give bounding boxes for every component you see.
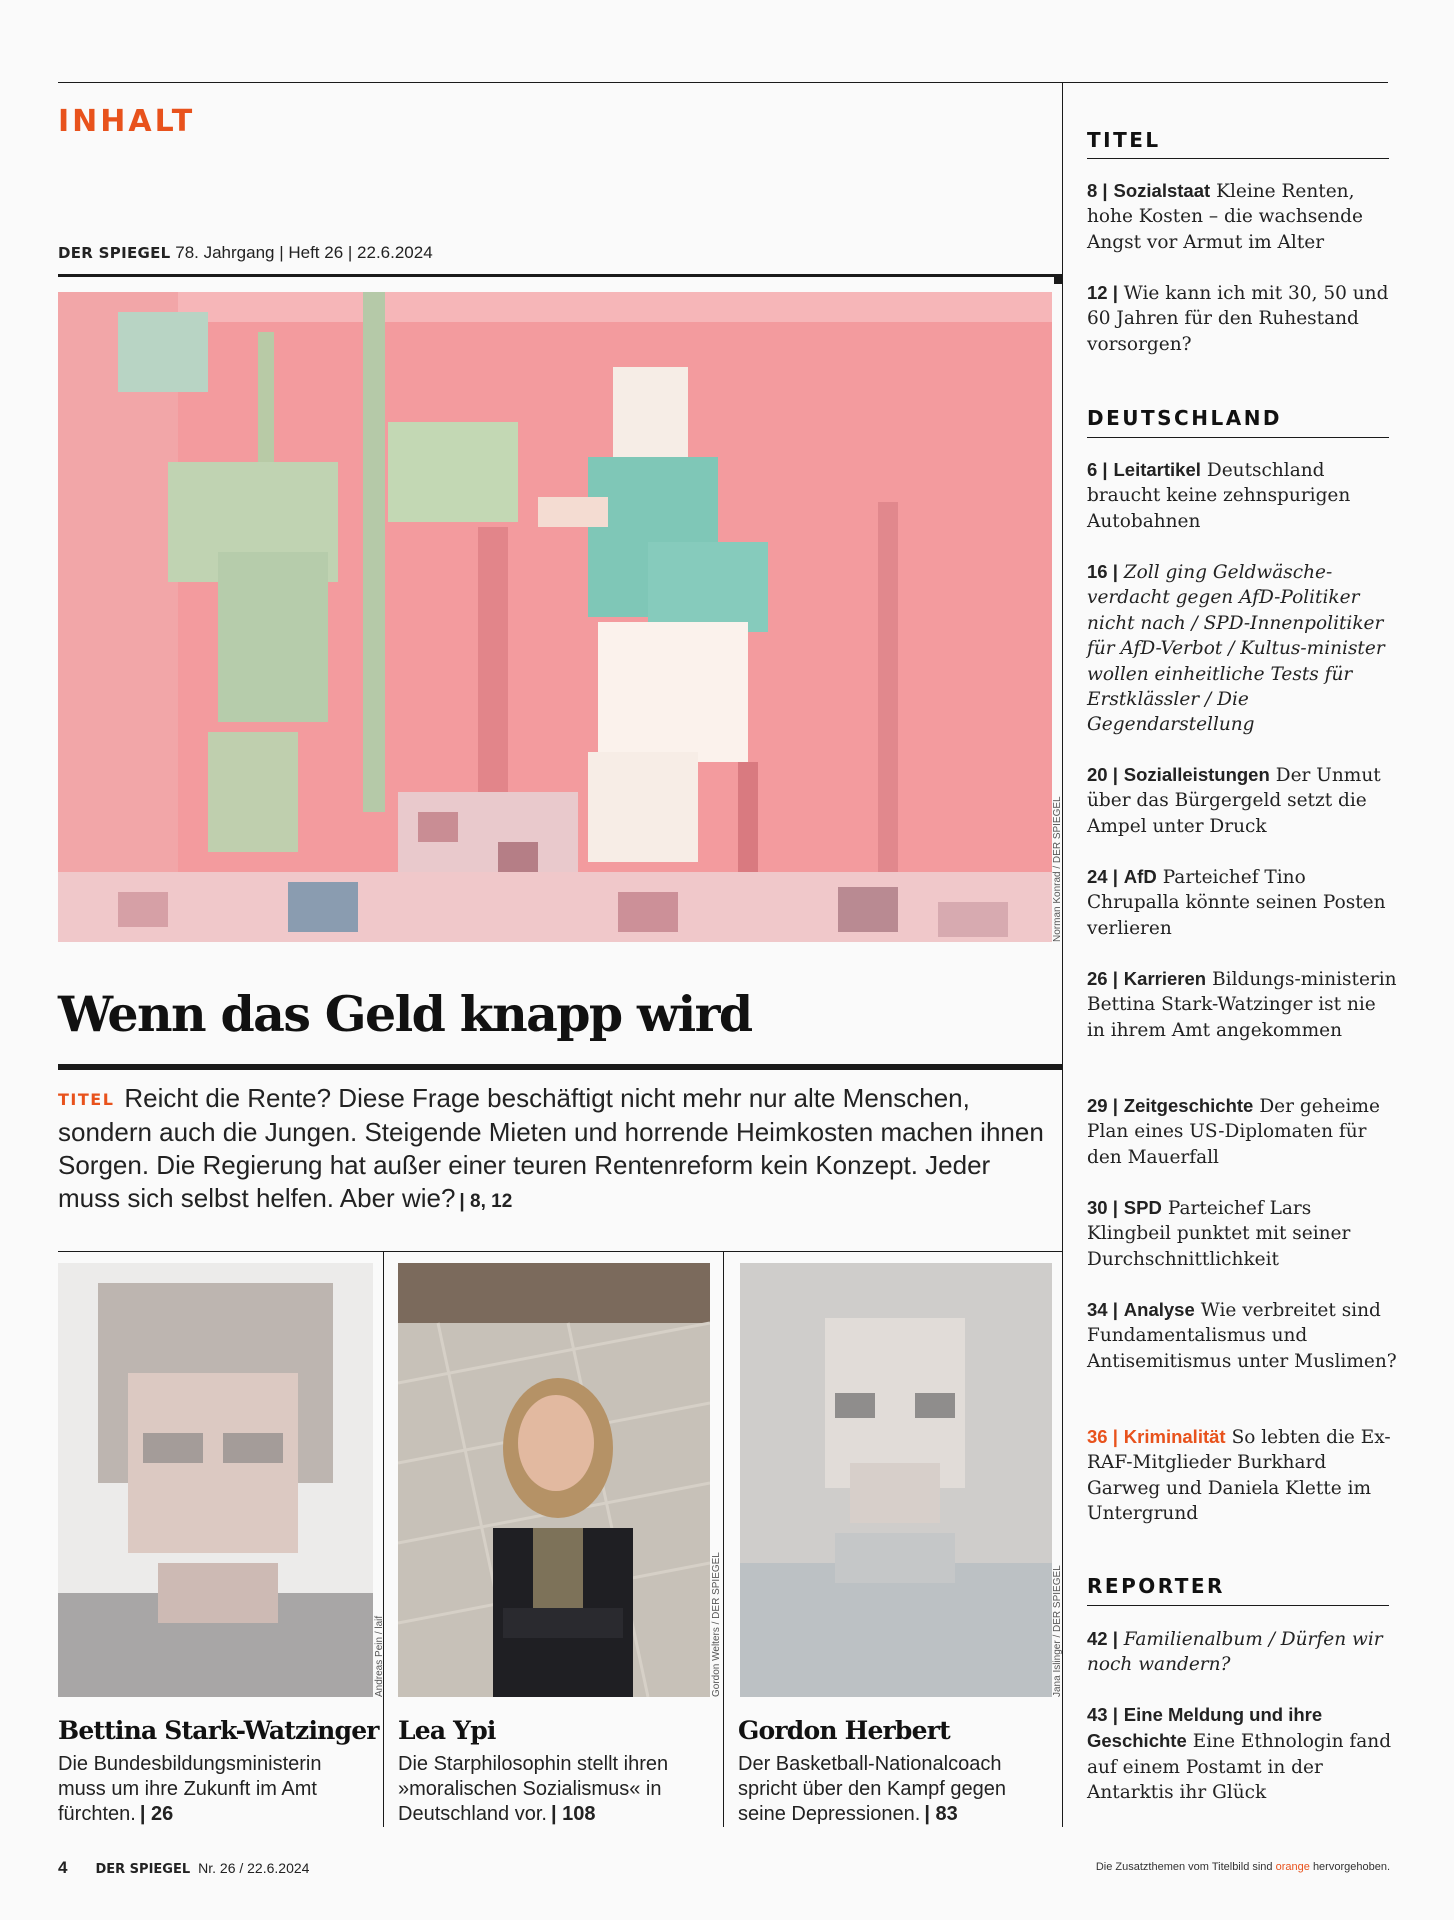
card-name-3: Gordon Herbert [738,1716,950,1745]
toc-page: 42 | [1087,1628,1118,1649]
card-credit-1: Andreas Pein / laif [374,1615,385,1697]
toc-text: Eine Ethnologin fand auf einem Postamt in der Antarktis ihr Glück [1087,1731,1392,1804]
toc-page: 30 | [1087,1197,1118,1218]
footer-note-text-end: hervorgehoben. [1312,1861,1390,1873]
toc-entry[interactable] [1087,762,1399,839]
toc-text: Familienalbum / Dürfen wir noch wandern? [1087,1629,1383,1676]
toc-entry[interactable] [1087,966,1399,1043]
toc-page: 20 | [1087,764,1118,785]
cover-image [58,292,1052,942]
cards-rule [58,1251,1063,1252]
cover-teaser [58,1082,1048,1218]
card-divider-1 [383,1252,384,1827]
card-name-1: Bettina Stark-Watzinger [58,1716,379,1745]
toc-entry[interactable] [1087,457,1399,534]
toc-page: 24 | [1087,866,1118,887]
footer-brand: DER SPIEGEL [95,1862,191,1877]
toc-text: Bildungs-ministerin Bettina Stark-Watzinger ist nie in ihrem Amt angekommen [1087,969,1397,1041]
footer-note [1096,1861,1390,1873]
card-credit-3: Jana Islinger / DER SPIEGEL [1052,1565,1063,1697]
toc-entry[interactable] [1087,1626,1399,1678]
toc-entry[interactable] [1087,864,1399,941]
headline-rule [58,1064,1063,1070]
toc-page: 43 | [1087,1704,1118,1725]
toc-text: Kleine Renten, hohe Kosten – die wachsende Angst vor Armut im Alter [1087,181,1363,253]
toc-page: 29 | [1087,1095,1118,1116]
card-text-1 [58,1752,368,1827]
toc-page: 12 | [1087,282,1118,303]
toc-page: 16 | [1087,561,1118,582]
toc-rubric: Karrieren [1123,968,1207,989]
toc-text: Deutschland braucht keine zehnspurigen Autobahnen [1087,460,1351,532]
cover-credit: Norman Konrad / DER SPIEGEL [1052,796,1063,942]
toc-entry[interactable] [1087,280,1399,357]
sidebar-rule-deutschland [1087,437,1389,438]
card-page-ref-2: | 108 [550,1803,596,1825]
toc-rubric: Leitartikel [1113,459,1201,480]
toc-rubric: SPD [1123,1197,1162,1218]
issue-details: 78. Jahrgang | Heft 26 | 22.6.2024 [175,243,433,262]
toc-page: 34 | [1087,1299,1118,1320]
card-page-ref-3: | 83 [924,1803,958,1825]
sidebar-rule-titel [1087,158,1389,159]
toc-rubric: Sozialleistungen [1123,764,1270,785]
toc-text: Parteichef Lars Klingbeil punktet mit seiner Durchschnittlichkeit [1087,1198,1351,1270]
card-text-2 [398,1752,708,1827]
card-body-2: Die Starphilosophin stellt ihren »moralischen Sozialismus« in Deutschland vor. [398,1753,669,1825]
footer-note-text: Die Zusatzthemen vom Titelbild sind [1095,1861,1273,1873]
teaser-page-ref: | 8, 12 [459,1191,513,1212]
page-footer [58,1858,309,1878]
cover-top-marker [1054,274,1062,284]
brand-label: DER SPIEGEL [58,244,171,262]
sidebar-heading-deutschland: DEUTSCHLAND [1087,406,1283,430]
teaser-kicker: TITEL [58,1090,115,1109]
card-divider-2 [723,1252,724,1827]
toc-text: Wie kann ich mit 30, 50 und 60 Jahren für den Ruhestand vorsorgen? [1087,283,1389,355]
toc-rubric: Sozialstaat [1113,180,1211,201]
cover-headline: Wenn das Geld knapp wird [58,985,752,1043]
toc-page: 8 | [1087,180,1108,201]
toc-rubric: Analyse [1123,1299,1195,1320]
toc-entry[interactable] [1087,1702,1399,1806]
card-name-2: Lea Ypi [398,1716,496,1745]
teaser-text: Reicht die Rente? Diese Frage beschäftigt nicht mehr nur alte Menschen, sondern auch die Jungen. Steigende Mieten und horrende Heimkosten machen ihnen Sorgen. Die Regierung hat außer einer teuren Rentenreform kein Konzept. Jeder muss sich selbst helfen. Aber wie? [58,1083,1044,1213]
footer-note-highlight: orange [1275,1861,1310,1873]
cover-illustration [58,292,1052,942]
toc-entry-highlighted[interactable] [1087,1424,1399,1527]
issue-info [58,243,433,263]
page-number: 4 [58,1858,68,1877]
toc-text: Parteichef Tino Chrupalla könnte seinen Posten verlieren [1087,867,1386,939]
toc-text: So lebten die Ex-RAF-Mitglieder Burkhard Garweg und Daniela Klette im Untergrund [1087,1427,1391,1525]
toc-rubric: AfD [1123,866,1157,887]
card-body-1: Die Bundesbildungsministerin muss um ihre Zukunft im Amt fürchten. [58,1753,322,1825]
toc-entry[interactable] [1087,1195,1399,1272]
portrait-photo-stark-watzinger [58,1263,373,1697]
portrait-photo-herbert [740,1263,1052,1697]
toc-entry[interactable] [1087,178,1399,255]
toc-text: Der geheime Plan eines US-Diplomaten für den Mauerfall [1087,1096,1380,1168]
toc-rubric: Zeitgeschichte [1123,1095,1254,1116]
toc-page: 6 | [1087,459,1108,480]
sidebar-rule-reporter [1087,1605,1389,1606]
toc-entry[interactable] [1087,1297,1399,1374]
portrait-photo-ypi [398,1263,710,1697]
card-page-ref-1: | 26 [139,1803,174,1825]
toc-page: 26 | [1087,968,1118,989]
card-body-3: Der Basketball-Nationalcoach spricht über den Kampf gegen seine Depressionen. [738,1753,1006,1825]
toc-entry[interactable] [1087,559,1399,738]
toc-rubric: Kriminalität [1123,1426,1226,1447]
toc-text: Zoll ging Geldwäsche-verdacht gegen AfD-Politiker nicht nach / SPD-Innenpolitiker für AfD-Verbot / Kultus-minister wollen einheitliche Tests für Erstklässler / Die Gegendarstellung [1087,562,1385,736]
footer-issue: Nr. 26 / 22.6.2024 [198,1860,310,1876]
cover-top-rule [58,274,1058,277]
toc-text: Der Unmut über das Bürgergeld setzt die Ampel unter Druck [1087,765,1381,837]
toc-text: Wie verbreitet sind Fundamentalismus und Antisemitismus unter Muslimen? [1087,1300,1397,1372]
card-credit-2: Gordon Welters / DER SPIEGEL [711,1552,722,1697]
toc-entry[interactable] [1087,1093,1399,1170]
sidebar-heading-reporter: REPORTER [1087,1574,1225,1598]
toc-rubric: Eine Meldung und ihre Geschichte [1087,1704,1323,1752]
sidebar-heading-titel: TITEL [1087,128,1161,152]
top-rule [58,82,1388,83]
section-title: INHALT [58,104,196,139]
toc-page: 36 | [1087,1426,1118,1447]
card-text-3 [738,1752,1048,1827]
